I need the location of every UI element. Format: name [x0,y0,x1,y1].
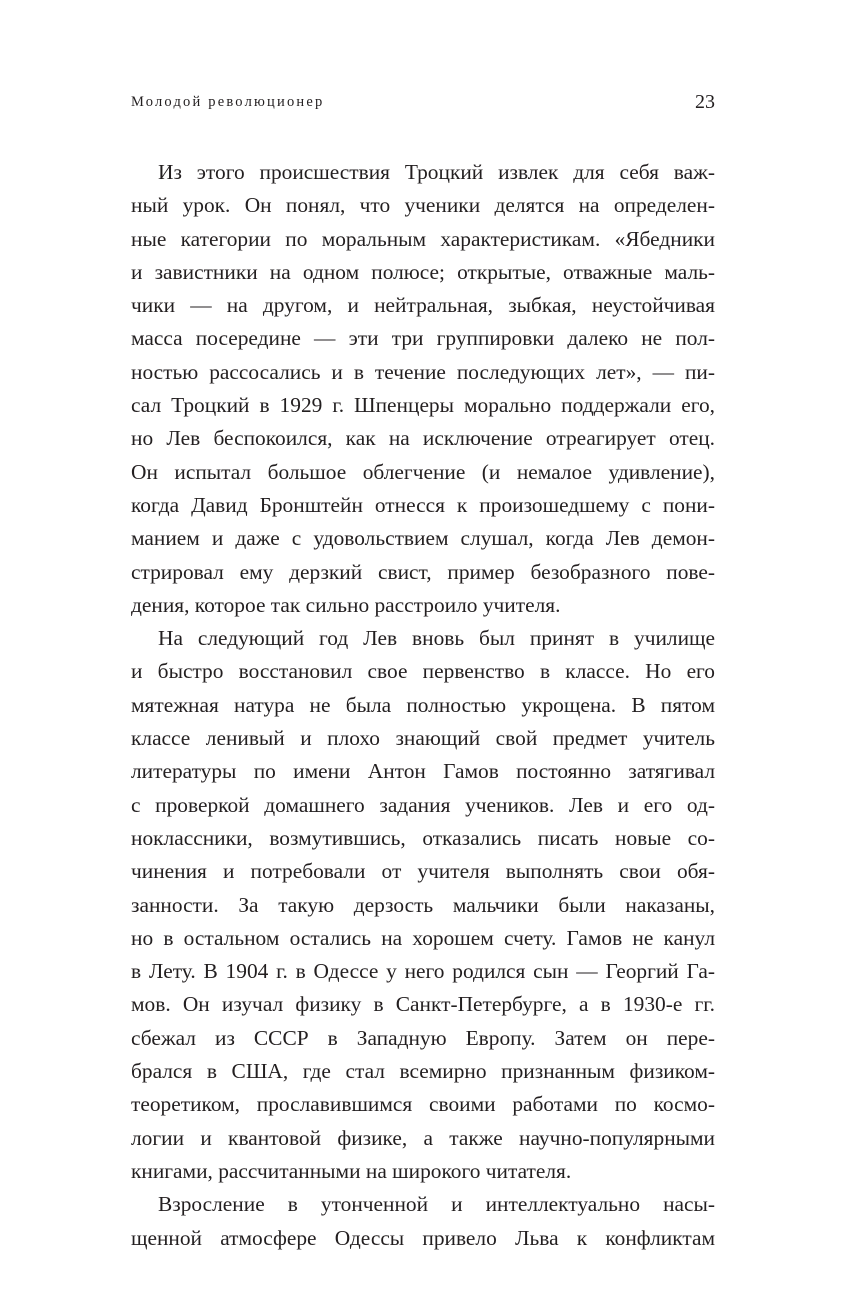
text-line: ностью рассосались и в течение последующих лет», — пи- [131,359,715,384]
text-line: логии и квантовой физике, а также научно-популярными [131,1125,715,1150]
text-line: но в остальном остались на хорошем счету. Гамов не канул [131,925,715,950]
text-line: масса посередине — эти три группировки далеко не пол- [131,326,715,351]
text-line: но Лев беспокоился, как на исключение отреагирует отец. [131,426,715,451]
text-line: теоретиком, прославившимся своими работами по космо- [131,1092,715,1117]
text-line: сал Троцкий в 1929 г. Шпенцеры морально поддержали его, [131,393,715,418]
text-line: стрировал ему дерзкий свист, пример безобразного пове- [131,559,715,584]
text-line: брался в США, где стал всемирно признанным физиком- [131,1059,715,1084]
page-number: 23 [695,91,715,113]
text-line: мятежная натура не была полностью укрощена. В пятом [131,692,715,717]
text-line: мов. Он изучал физику в Санкт-Петербурге, а в 1930-е гг. [131,992,715,1017]
paragraph-1 [131,156,715,622]
text-line: книгами, рассчитанными на широкого читателя. [131,1158,572,1183]
text-line: Он испытал большое облегчение (и немалое удивление), [131,459,715,484]
running-title: Молодой революционер [131,94,325,110]
text-line: с проверкой домашнего задания учеников. Лев и его од- [131,792,715,817]
text-line: Взросление в утонченной и интеллектуально насы- [158,1192,715,1217]
text-line: когда Давид Бронштейн отнесся к произошедшему с пони- [131,492,715,517]
text-line: чики — на другом, и нейтральная, зыбкая, неустойчивая [131,293,715,318]
body-text [131,156,715,1255]
text-line: ный урок. Он понял, что ученики делятся на определен- [131,193,715,218]
text-line: занности. За такую дерзость мальчики были наказаны, [131,892,715,917]
text-line: чинения и потребовали от учителя выполнять свои обя- [131,859,715,884]
text-line: сбежал из СССР в Западную Европу. Затем он пере- [131,1025,715,1050]
text-line: ные категории по моральным характеристикам. «Ябедники [131,226,715,251]
text-line: литературы по имени Антон Гамов постоянно затягивал [131,759,715,784]
text-line: классе ленивый и плохо знающий свой предмет учитель [131,726,715,751]
text-line: и быстро восстановил свое первенство в классе. Но его [131,659,715,684]
text-line: дения, которое так сильно расстроило учителя. [131,592,561,617]
text-line: щенной атмосфере Одессы привело Льва к конфликтам [131,1225,715,1250]
paragraph-3 [131,1188,715,1255]
text-line: На следующий год Лев вновь был принят в училище [158,626,715,651]
text-line: и завистники на одном полюсе; открытые, отважные маль- [131,259,715,284]
page-header [131,91,715,124]
paragraph-2 [131,622,715,1188]
text-line: ноклассники, возмутившись, отказались писать новые со- [131,825,715,850]
text-line: Из этого происшествия Троцкий извлек для себя важ- [158,160,715,184]
text-line: манием и даже с удовольствием слушал, когда Лев демон- [131,526,715,551]
text-line: в Лету. В 1904 г. в Одессе у него родился сын — Георгий Га- [131,959,715,984]
